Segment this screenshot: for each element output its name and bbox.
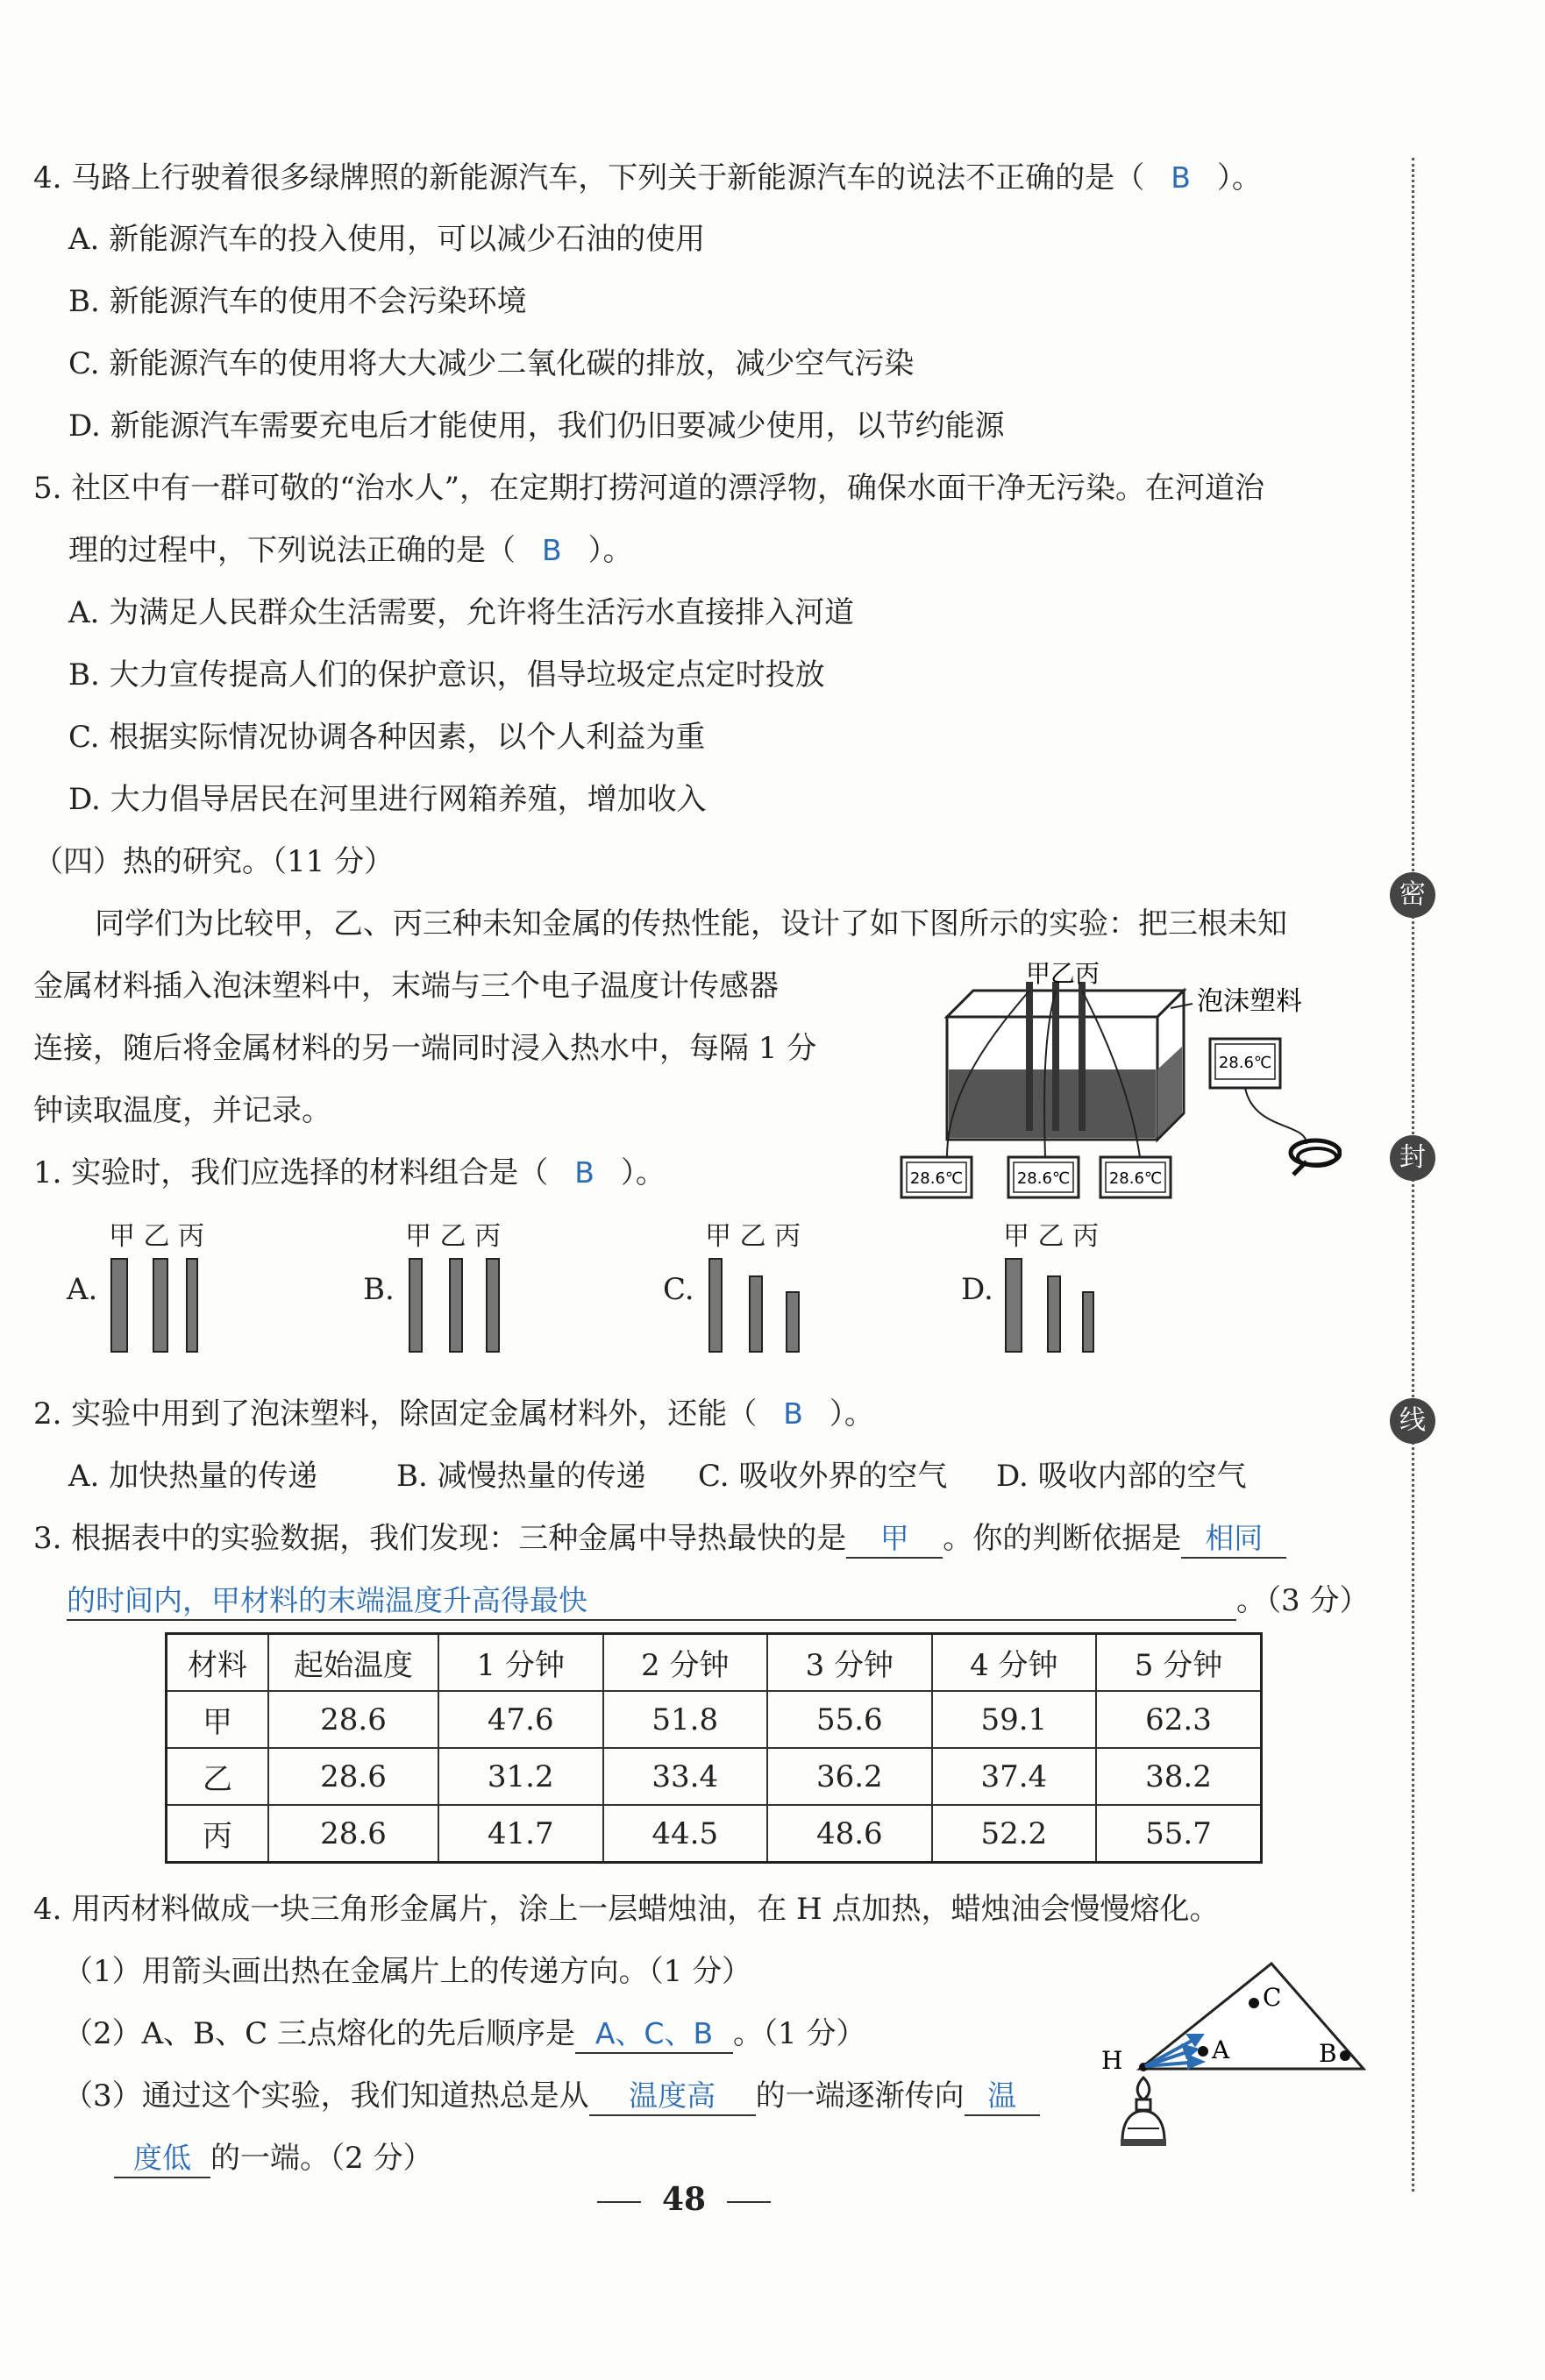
table-cell: 28.6 (268, 1748, 438, 1805)
s1-option-c (658, 1214, 851, 1363)
q4-stem: 4. 马路上行驶着很多绿牌照的新能源汽车，下列关于新能源汽车的说法不正确的是（ B ）。 (33, 160, 1262, 195)
table-row (167, 1748, 1262, 1805)
table-cell: 52.2 (932, 1805, 1097, 1863)
option-c-heads: 甲 乙 丙 (705, 1221, 801, 1252)
section-intro-3: 连接，随后将金属材料的另一端同时浸入热水中，每隔 1 分 (33, 1031, 817, 1066)
svg-text:28.6℃: 28.6℃ (909, 1169, 964, 1188)
s1-option-d (956, 1214, 1149, 1363)
option-a-letter: A. (67, 1272, 98, 1307)
q5-stem-line2: 理的过程中，下列说法正确的是（ B ）。 (68, 533, 633, 568)
section-intro-2: 金属材料插入泡沫塑料中，末端与三个电子温度计传感器 (33, 969, 779, 1004)
s1-option-b (358, 1214, 551, 1363)
table-header: 5 分钟 (1096, 1634, 1261, 1692)
option-d-heads: 甲 乙 丙 (1003, 1221, 1100, 1252)
metals-label: 甲乙丙 (1026, 959, 1100, 988)
s1-answer: B (574, 1155, 595, 1190)
table-header: 2 分钟 (603, 1634, 768, 1692)
heat-arrows (1145, 2035, 1201, 2067)
s3-reason-line: 的时间内，甲材料的末端温度升高得最快 。（3 分） (67, 1576, 1369, 1621)
experiment-figure (894, 956, 1342, 1210)
s2-option-a: A. 加快热量的传递 (68, 1459, 318, 1494)
temperature-table (165, 1632, 1263, 1864)
thermometer-standalone (1210, 1039, 1340, 1175)
option-b-heads: 甲 乙 丙 (405, 1221, 502, 1252)
s4-answer-low-start: 温 (965, 2073, 1040, 2116)
table-header: 起始温度 (268, 1634, 438, 1692)
svg-text:H: H (1101, 2046, 1123, 2075)
q5-option-b: B. 大力宣传提高人们的保护意识，倡导垃圾定点定时投放 (68, 657, 825, 693)
table-cell: 48.6 (767, 1805, 932, 1863)
q5-answer: B (542, 533, 562, 567)
table-cell: 31.2 (438, 1748, 603, 1805)
table-cell: 28.6 (268, 1691, 438, 1748)
s2-option-b: B. 减慢热量的传递 (396, 1459, 646, 1494)
table-cell: 44.5 (603, 1805, 768, 1863)
table-header-row (167, 1634, 1262, 1692)
q5-option-d: D. 大力倡导居民在河里进行网箱养殖，增加收入 (68, 782, 707, 817)
q5-option-c: C. 根据实际情况协调各种因素，以个人利益为重 (68, 720, 706, 755)
table-row (167, 1805, 1262, 1863)
svg-text:B: B (1319, 2039, 1337, 2068)
thermometer-2 (1008, 1157, 1079, 1197)
svg-text:28.6℃: 28.6℃ (1108, 1169, 1163, 1188)
option-b-letter: B. (363, 1272, 395, 1307)
thermometer-3 (1100, 1157, 1171, 1197)
s4-part2: （2）A、B、C 三点熔化的先后顺序是 A、C、B 。（1 分） (63, 2009, 865, 2054)
section-title: （四）热的研究。（11 分） (33, 844, 395, 879)
foam-label: 泡沫塑料 (1197, 986, 1302, 1017)
q4-option-b: B. 新能源汽车的使用不会污染环境 (68, 284, 527, 319)
table-cell: 乙 (167, 1748, 269, 1805)
q5-stem-line1: 5. 社区中有一群可敬的“治水人”，在定期打捞河道的漂浮物，确保水面干净无污染。在河道治 (33, 471, 1265, 506)
s4-answer-order: A、C、B (575, 2011, 733, 2054)
table-cell: 甲 (167, 1691, 269, 1748)
table-row (167, 1691, 1262, 1748)
s2-answer: B (783, 1396, 803, 1431)
page-number: 48 (0, 2181, 1368, 2218)
table-cell: 59.1 (932, 1691, 1097, 1748)
table-cell: 55.6 (767, 1691, 932, 1748)
alcohol-lamp (1121, 2078, 1166, 2146)
q4-option-d: D. 新能源汽车需要充电后才能使用，我们仍旧要减少使用，以节约能源 (68, 409, 1005, 444)
table-cell: 33.4 (603, 1748, 768, 1805)
s2-stem: 2. 实验中用到了泡沫塑料，除固定金属材料外，还能（ B ）。 (33, 1396, 874, 1432)
svg-text:28.6℃: 28.6℃ (1016, 1169, 1071, 1188)
table-cell: 37.4 (932, 1748, 1097, 1805)
seal-mark-mi: 密 (1390, 872, 1435, 918)
q4-answer: B (1171, 160, 1191, 195)
table-header: 1 分钟 (438, 1634, 603, 1692)
table-cell: 36.2 (767, 1748, 932, 1805)
s4-part3: （3）通过这个实验，我们知道热总是从 温度高 的一端逐渐传向 温 (63, 2071, 1040, 2116)
q5-option-a: A. 为满足人民群众生活需要，允许将生活污水直接排入河道 (68, 595, 855, 630)
s3-answer-reason: 的时间内，甲材料的末端温度升高得最快 (67, 1578, 1236, 1621)
section-intro-1: 同学们为比较甲，乙、丙三种未知金属的传热性能，设计了如下图所示的实验：把三根未知 (95, 906, 1287, 941)
s4-answer-high: 温度高 (589, 2073, 756, 2116)
seal-mark-feng: 封 (1390, 1135, 1435, 1181)
q4-option-c: C. 新能源汽车的使用将大大减少二氧化碳的排放，减少空气污染 (68, 346, 915, 381)
table-cell: 38.2 (1096, 1748, 1261, 1805)
table-cell: 47.6 (438, 1691, 603, 1748)
s3-stem: 3. 根据表中的实验数据，我们发现：三种金属中导热最快的是 甲 。你的判断依据是 相同 (33, 1514, 1286, 1559)
table-header: 4 分钟 (932, 1634, 1097, 1692)
table-cell: 丙 (167, 1805, 269, 1863)
seal-mark-xian: 线 (1390, 1398, 1435, 1444)
table-cell: 41.7 (438, 1805, 603, 1863)
point-b (1340, 2050, 1350, 2061)
section-intro-4: 钟读取温度，并记录。 (33, 1093, 331, 1128)
s4-part1: （1）用箭头画出热在金属片上的传递方向。（1 分） (63, 1954, 752, 1989)
table-cell: 51.8 (603, 1691, 768, 1748)
s4-answer-low: 度低 (114, 2135, 210, 2178)
svg-text:A: A (1212, 2035, 1230, 2064)
q4-option-a: A. 新能源汽车的投入使用，可以减少石油的使用 (68, 222, 706, 257)
point-a (1198, 2046, 1208, 2057)
option-c-letter: C. (663, 1272, 694, 1307)
option-d-letter: D. (961, 1272, 993, 1307)
s3-answer-fastest: 甲 (846, 1516, 943, 1559)
thermometer-1 (901, 1157, 972, 1197)
s3-answer-reason-start: 相同 (1181, 1516, 1286, 1559)
table-header: 材料 (167, 1634, 269, 1692)
table-cell: 62.3 (1096, 1691, 1261, 1748)
svg-text:28.6℃: 28.6℃ (1218, 1054, 1272, 1072)
option-a-heads: 甲 乙 丙 (109, 1221, 205, 1252)
table-cell: 55.7 (1096, 1805, 1261, 1863)
svg-text:C: C (1263, 1983, 1282, 2012)
triangle-diagram (1096, 1955, 1377, 2165)
s1-option-a (61, 1214, 254, 1363)
foam-box (947, 991, 1184, 1140)
table-header: 3 分钟 (767, 1634, 932, 1692)
s4-stem: 4. 用丙材料做成一块三角形金属片，涂上一层蜡烛油，在 H 点加热，蜡烛油会慢慢熔化。 (33, 1892, 1220, 1927)
point-c (1249, 1998, 1259, 2008)
s4-part3-cont: 度低 的一端。（2 分） (114, 2134, 432, 2178)
table-cell: 28.6 (268, 1805, 438, 1863)
s2-option-d: D. 吸收内部的空气 (996, 1459, 1247, 1494)
s2-option-c: C. 吸收外界的空气 (698, 1459, 948, 1494)
s1-stem: 1. 实验时，我们应选择的材料组合是（ B ）。 (33, 1155, 666, 1190)
